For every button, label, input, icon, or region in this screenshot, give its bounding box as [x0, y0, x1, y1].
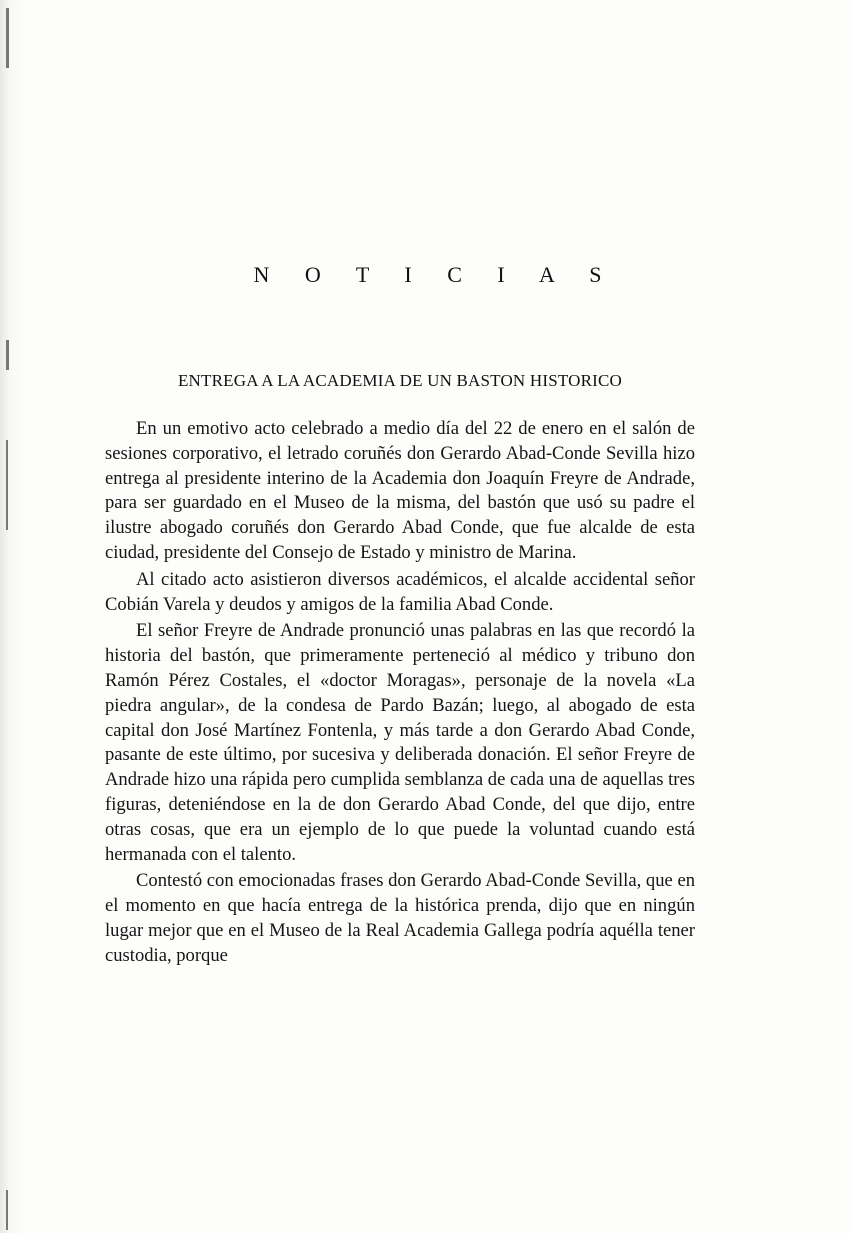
- article-title: ENTREGA A LA ACADEMIA DE UN BASTON HISTORICO: [177, 371, 623, 390]
- binding-mark: [6, 440, 8, 530]
- paragraph: Contestó con emocionadas frases don Gerardo Abad-Conde Sevilla, que en el momento en que hacía entrega de la histórica prenda, dijo que en ningún lugar mejor que en el Museo de la Real Academia Gallega podría aquélla tener custodia, porque: [105, 870, 695, 966]
- binding-mark: [6, 1190, 8, 1230]
- paragraph: Al citado acto asistieron diversos académicos, el alcalde accidental señor Cobián Varela y deudos y amigos de la familia Abad Conde.: [105, 568, 695, 615]
- binding-edge: [0, 0, 24, 1233]
- paragraph: En un emotivo acto celebrado a medio día del 22 de enero en el salón de sesiones corporativo, el letrado coruñés don Gerardo Abad-Conde Sevilla hizo entrega al presidente interino de la Academia don Joaquín Freyre de Andrade, para ser guardado en el Museo de la misma, del bastón que usó su padre el ilustre abogado coruñés don Gerardo Abad Conde, que fue alcalde de esta ciudad, presidente del Consejo de Estado y ministro de Marina.: [105, 418, 695, 563]
- binding-mark: [6, 340, 9, 370]
- article-body: [105, 417, 695, 971]
- section-heading: N O T I C I A S: [253, 262, 617, 287]
- binding-mark: [6, 8, 9, 68]
- paragraph: El señor Freyre de Andrade pronunció unas palabras en las que recordó la historia del bastón, que primeramente perteneció al médico y tribuno don Ramón Pérez Costales, el «doctor Moragas», personaje de la novela «La piedra angular», de la condesa de Pardo Bazán; luego, al abogado de esta capital don José Martínez Fontenla, y más tarde a don Gerardo Abad Conde, pasante de este último, por sucesiva y deliberada donación. El señor Freyre de Andrade hizo una rápida pero cumplida semblanza de cada una de aquellas tres figuras, deteniéndose en la de don Gerardo Abad Conde, del que dijo, entre otras cosas, que era un ejemplo de lo que puede la voluntad cuando está hermanada con el talento.: [105, 620, 695, 865]
